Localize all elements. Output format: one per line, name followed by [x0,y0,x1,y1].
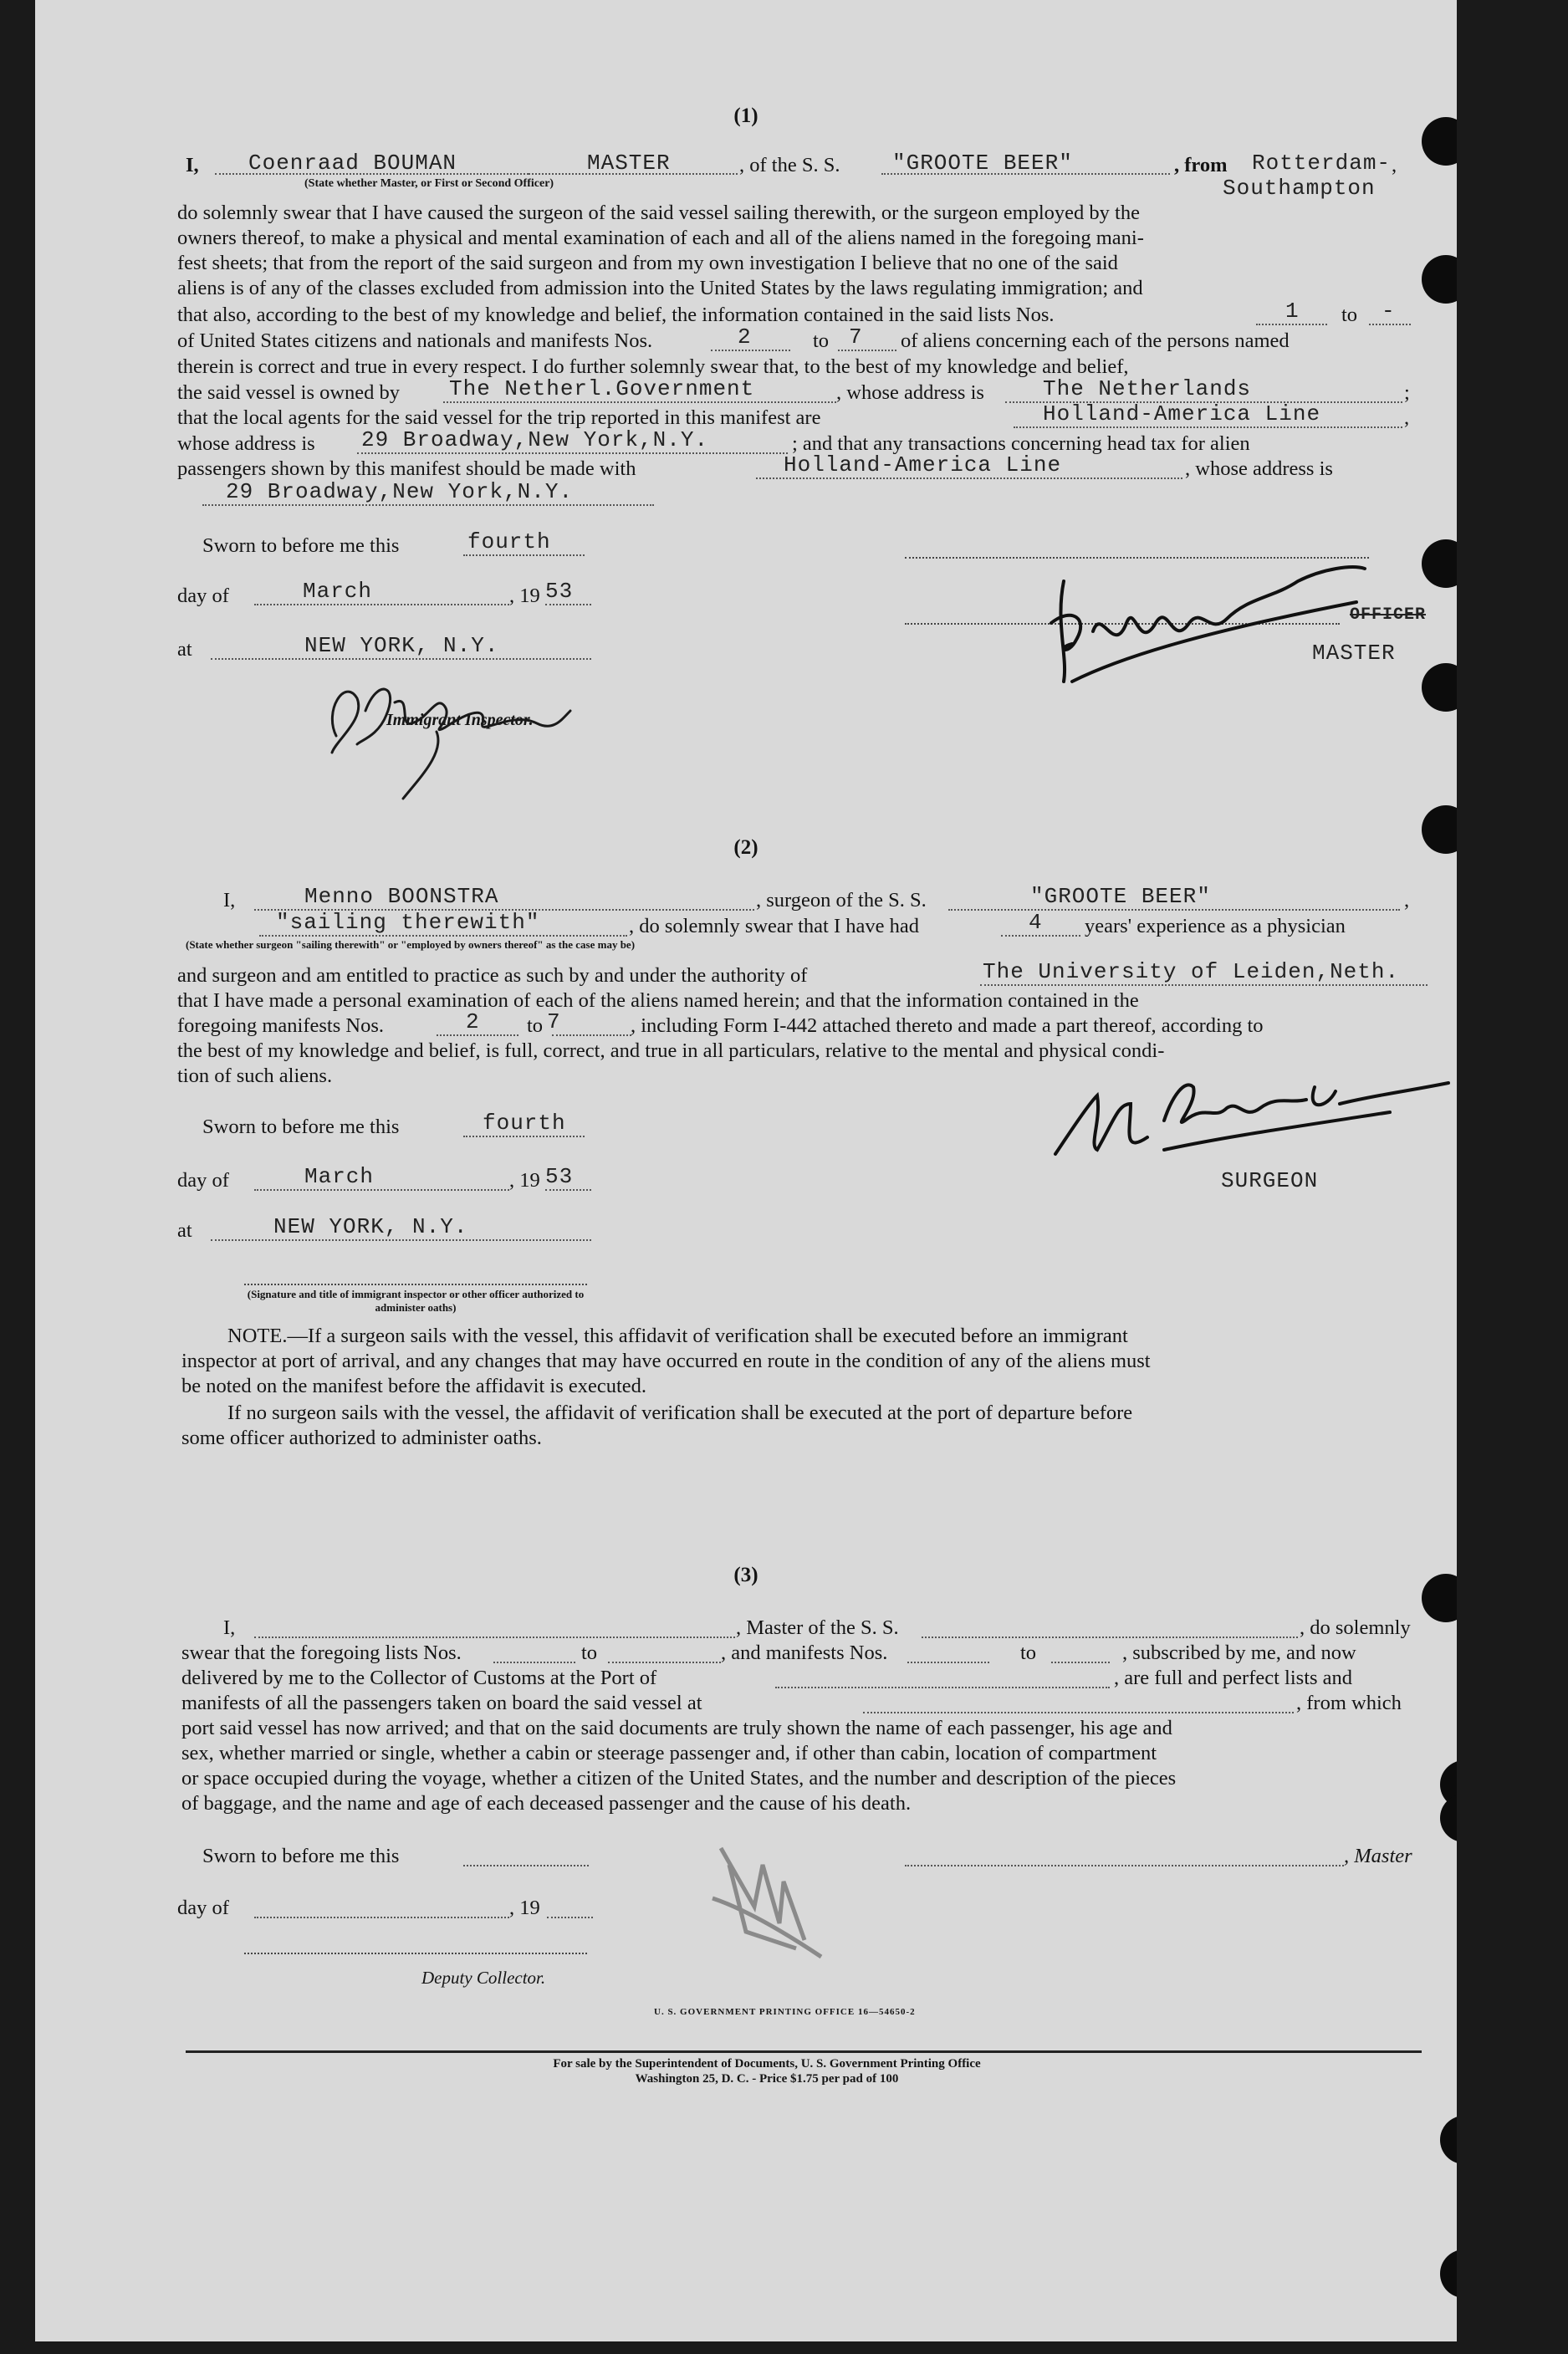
binder-hole [1440,2116,1457,2164]
section-number: (3) [733,1564,758,1586]
rank-hint: (State whether Master, or First or Second Officer) [304,177,554,190]
sworn-day-blank [463,1865,589,1866]
agents-address-label: whose address is [177,432,315,455]
note-line: be noted on the manifest before the affidavit is executed. [181,1375,647,1397]
master-signature-blank [905,1865,1344,1866]
year-blank [545,1189,591,1191]
rank-blank [529,173,738,175]
lists-to-blank [608,1662,721,1663]
year: 53 [545,1164,574,1189]
month-blank [254,1189,509,1191]
vessel-name: "GROOTE BEER" [1030,884,1211,909]
section2-body-line: the best of my knowledge and belief, is full, correct, and true in all particulars, relative to the mental and physical condi- [177,1039,1165,1062]
section3-body-line: sex, whether married or single, whether a cabin or steerage passenger and, if other than cabin, location of compartment [181,1742,1157,1764]
year-prefix: , 19 [509,1897,540,1919]
agents: Holland-America Line [1043,401,1321,426]
to-word: to [1020,1642,1037,1664]
vessel-blank [922,1637,1298,1638]
vessel-name: "GROOTE BEER" [892,151,1073,176]
day-of-label: day of [177,585,229,607]
lists-from-blank [1256,324,1327,325]
master-rank: MASTER [587,151,671,176]
note-line: inspector at port of arrival, and any changes that may have occurred en route in the condition of any of the aliens must [181,1350,1151,1372]
manifests-to-blank [838,350,896,351]
head-tax-with-label: passengers shown by this manifest should be made with [177,457,636,480]
lead-i: I, [223,889,236,911]
head-tax-line: ; and that any transactions concerning head tax for alien [792,432,1250,455]
manifests-to: 7 [547,1009,561,1034]
section3-body-line: or space occupied during the voyage, whether a citizen of the United States, and the number and description of the pieces [181,1767,1177,1790]
owner-line: the said vessel is owned by [177,381,401,404]
note-line: some officer authorized to administer oaths. [181,1427,542,1449]
lists-from: 1 [1285,299,1300,324]
year: 53 [545,579,574,604]
year-prefix: , 19 [509,1169,540,1192]
month: March [304,1164,375,1189]
section3-body-line: of baggage, and the name and age of each deceased passenger and the cause of his death. [181,1792,912,1815]
master-title: MASTER [1312,641,1396,666]
years-post: years' experience as a physician [1085,915,1346,937]
owner: The Netherl.Government [449,376,755,401]
section-number: (1) [733,105,758,127]
agents-address-blank [357,452,788,454]
agents-line: that the local agents for the said vessel for the trip reported in this manifest are [177,406,821,429]
manifests-from-blank [907,1662,989,1663]
subscribed: , subscribed by me, and now [1122,1642,1356,1664]
section1-body-line: fest sheets; that from the report of the said surgeon and from my own investigation I believe that no one of the said [177,252,1118,274]
surgeon-of: , surgeon of the S. S. [756,889,927,911]
gpo-imprint: U. S. GOVERNMENT PRINTING OFFICE 16—54650-2 [654,2007,916,2017]
note-line: If no surgeon sails with the vessel, the affidavit of verification shall be executed at the port of departure before [227,1402,1133,1424]
from-port: Rotterdam- [1252,151,1392,176]
lists-to-blank [1369,324,1411,325]
sworn-label: Sworn to before me this [202,1116,400,1138]
authority-blank [980,984,1428,986]
binder-hole [1440,1794,1457,1842]
to-word: to [581,1642,598,1664]
lead-i: I, [223,1616,236,1639]
sworn-label: Sworn to before me this [202,534,400,557]
lists-line: swear that the foregoing lists Nos. [181,1642,462,1664]
section-number: (2) [733,836,758,859]
manifests-to: 7 [849,324,863,350]
inspector-signature [319,661,587,803]
vessel-blank [948,909,1400,911]
section1-body-line: owners thereof, to make a physical and mental examination of each and all of the aliens named in the foregoing mani- [177,227,1144,249]
master-signature [1022,556,1382,698]
port-line: delivered by me to the Collector of Customs at the Port of [181,1667,657,1689]
at-label: at [177,638,192,661]
from-label: , from [1174,154,1228,176]
from-comma: , [1392,154,1397,176]
head-tax-with-blank [756,477,1182,479]
section2-body-line: tion of such aliens. [177,1065,333,1087]
sworn-day: fourth [467,529,551,554]
sailing-post: , do solemnly swear that I have had [629,915,919,937]
manifests-to-blank [1051,1662,1110,1663]
at-label: at [177,1219,192,1242]
section2-body-line: that I have made a personal examination of each of the aliens named herein; and that the information contained in the [177,989,1139,1012]
from-port-2: Southampton [1223,176,1376,201]
lists-from-blank [493,1662,575,1663]
binder-hole [1440,2249,1457,2298]
port-blank [775,1687,1110,1688]
place: NEW YORK, N.Y. [273,1214,468,1239]
section1-line1 [186,153,199,178]
footer-rule [186,2050,1422,2053]
master-title-struck: OFFICER [1350,605,1427,625]
manifests-to-blank [552,1034,631,1036]
inspector-title: Immigrant Inspector. [386,711,534,729]
year-prefix: , 19 [509,585,540,607]
binder-hole [1422,663,1457,712]
head-tax-address-label: , whose address is [1185,457,1333,480]
officer-hint: (Signature and title of immigrant inspector or other officer authorized to administer oaths) [247,1288,585,1314]
solemnly: , do solemnly [1300,1616,1411,1639]
place: NEW YORK, N.Y. [304,633,499,658]
manifests-from-blank [437,1034,518,1036]
comma: , [1404,889,1410,911]
footer-line: Washington 25, D. C. - Price $1.75 per pad of 100 [635,2072,899,2086]
deputy-collector: Deputy Collector. [421,1968,546,1988]
place-blank [211,658,591,660]
board-line: manifests of all the passengers taken on board the said vessel at [181,1692,702,1714]
surgeon-signature [1039,1070,1457,1179]
officer-signature-line [244,1284,587,1285]
year-blank [547,1917,593,1918]
years-blank [1001,935,1080,937]
agents-address: 29 Broadway,New York,N.Y. [361,427,709,452]
section1-manifests-line: of United States citizens and nationals and manifests Nos. [177,329,653,352]
manifests-from-blank [711,350,790,351]
day-of-label: day of [177,1897,229,1919]
binder-hole [1422,539,1457,588]
lists-to: - [1382,299,1396,324]
deputy-signature-line [244,1953,587,1954]
comma: , [1404,406,1410,429]
day-of-label: day of [177,1169,229,1192]
year-blank [545,604,591,605]
owner-address: The Netherlands [1043,376,1252,401]
place-blank [211,1239,591,1241]
surgeon-title: SURGEON [1221,1168,1319,1193]
to-word: to [813,329,830,352]
footer-line: For sale by the Superintendent of Documents, U. S. Government Printing Office [553,2057,981,2071]
to-word: to [527,1014,544,1037]
section1-lists-line: that also, according to the best of my knowledge and belief, the information contained in the said lists Nos. [177,304,1055,326]
month-blank [254,604,509,605]
section1-body-line: do solemnly swear that I have caused the surgeon of the said vessel sailing therewith, or the surgeon employed by the [177,202,1140,224]
to-word: to [1341,304,1358,326]
month: March [303,579,373,604]
sworn-day: fourth [483,1111,566,1136]
manifests-post: , including Form I-442 attached thereto and made a part thereof, according to [631,1014,1264,1037]
binder-hole [1422,255,1457,304]
agents-blank [1014,426,1402,428]
section3-body-line: port said vessel has now arrived; and that on the said documents are truly shown the name of each passenger, his age and [181,1717,1172,1739]
manifests-label: , and manifests Nos. [721,1642,888,1664]
of-the-ss: , of the S. S. [739,154,840,176]
master-label: , Master [1344,1845,1412,1867]
authority-line: and surgeon and am entitled to practice as such by and under the authority of [177,964,808,987]
semicolon: ; [1404,381,1410,404]
manifests-from: 2 [466,1009,480,1034]
years: 4 [1029,910,1043,935]
master-blank [254,1637,735,1638]
section1-body-line: aliens is of any of the classes excluded from admission into the United States by the laws regulating immigration; and [177,277,1143,299]
board-post: , from which [1296,1692,1402,1714]
section1-body-line: therein is correct and true in every respect. I do further solemnly swear that, to the best of my knowledge and belief, [177,355,1129,378]
section2-manifests-line: foregoing manifests Nos. [177,1014,384,1037]
manifests-post: of aliens concerning each of the persons named [901,329,1290,352]
owner-address-label: , whose address is [836,381,984,404]
head-tax-address-blank [202,504,654,506]
sailing-blank [259,935,627,937]
master-of: , Master of the S. S. [736,1616,899,1639]
master-name: Coenraad BOUMAN [248,151,457,176]
day-blank [254,1917,509,1918]
sworn-day-blank [463,554,585,556]
head-tax-with: Holland-America Line [784,452,1062,477]
sailing-status: "sailing therewith" [276,910,540,935]
surgeon-name: Menno BOONSTRA [304,884,499,909]
lead-i: I, [186,154,199,176]
sworn-label: Sworn to before me this [202,1845,400,1867]
manifest-affidavit-page [35,0,1457,2341]
sworn-day-blank [463,1136,585,1137]
sailing-hint: (State whether surgeon "sailing therewith" or "employed by owners thereof" as the case may be) [186,938,636,951]
board-blank [863,1712,1294,1713]
ink-stamp-smudge [704,1831,838,1965]
owner-blank [443,401,836,403]
head-tax-address: 29 Broadway,New York,N.Y. [226,479,574,504]
note-line: NOTE.—If a surgeon sails with the vessel, this affidavit of verification shall be executed before an immigrant [227,1325,1128,1347]
manifests-from: 2 [738,324,752,350]
authority: The University of Leiden,Neth. [983,959,1400,984]
port-post: , are full and perfect lists and [1114,1667,1353,1689]
